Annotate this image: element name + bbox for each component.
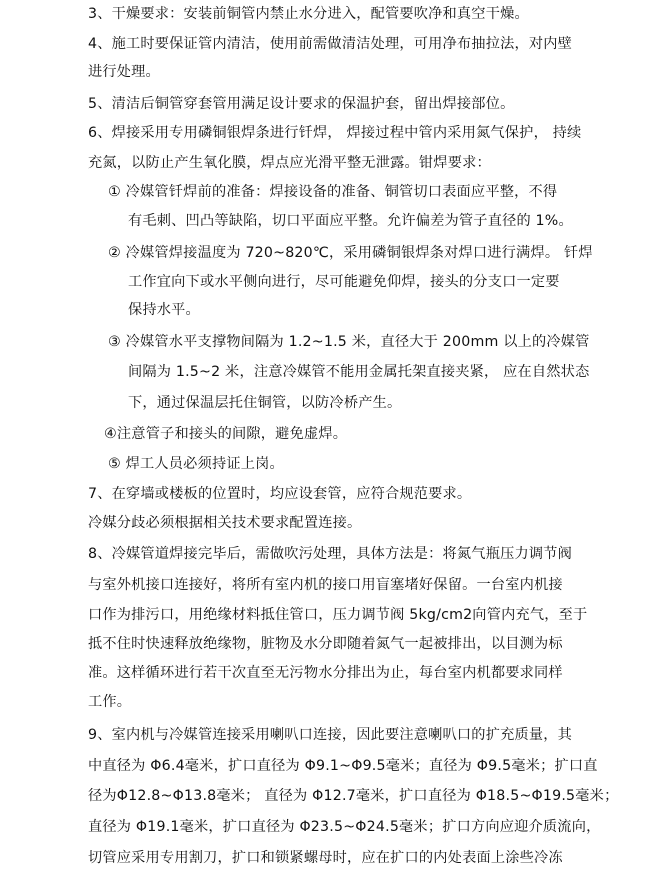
text-line: 有毛刺、凹凸等缺陷，切口平面应平整。允许偏差为管子直径的 1%。 bbox=[128, 213, 573, 229]
text-line: 与室外机接口连接好，将所有室内机的接口用盲塞堵好保留。一台室内机接 bbox=[88, 577, 563, 593]
text-line: 充氮，以防止产生氧化膜，焊点应光滑平整无泄露。钳焊要求： bbox=[88, 155, 491, 171]
text-line: ③ 冷媒管水平支撑物间隔为 1.2~1.5 米，直径大于 200mm 以上的冷媒管 bbox=[108, 334, 590, 350]
text-line: 8、冷媒管道焊接完毕后，需做吹污处理，具体方法是：将氮气瓶压力调节阀 bbox=[88, 546, 573, 562]
text-line: 切管应采用专用割刀，扩口和锁紧螺母时，应在扩口的内处表面上涂些冷冻 bbox=[88, 850, 563, 866]
text-line: 保持水平。 bbox=[128, 302, 200, 318]
text-line: 5、清洁后铜管穿套管用满足设计要求的保温护套，留出焊接部位。 bbox=[88, 96, 515, 112]
text-line: 间隔为 1.5~2 米，注意冷媒管不能用金属托架直接夹紧， 应在自然状态 bbox=[128, 364, 590, 380]
text-line: 7、在穿墙或楼板的位置时，均应设套管，应符合规范要求。 bbox=[88, 486, 472, 502]
text-line: 抵不住时快速释放绝缘物，脏物及水分即随着氮气一起被排出，以目测为标 bbox=[88, 636, 563, 652]
text-line: 工作。 bbox=[88, 694, 132, 710]
text-line: 中直径为 Φ6.4毫米，扩口直径为 Φ9.1~Φ9.5毫米；直径为 Φ9.5毫米；扩口直 bbox=[88, 758, 598, 774]
text-line: 3、干燥要求：安装前铜管内禁止水分进入，配管要吹净和真空干燥。 bbox=[88, 6, 529, 22]
text-line: ② 冷媒管焊接温度为 720~820℃，采用磷铜银焊条对焊口进行满焊。 钎焊 bbox=[108, 245, 593, 261]
text-line: 进行处理。 bbox=[88, 64, 160, 80]
text-line: ① 冷媒管钎焊前的准备：焊接设备的准备、铜管切口表面应平整，不得 bbox=[108, 184, 558, 200]
text-line: 6、焊接采用专用磷铜银焊条进行钎焊， 焊接过程中管内采用氮气保护， 持续 bbox=[88, 125, 582, 141]
text-line: 直径为 Φ19.1毫米，扩口直径为 Φ23.5~Φ24.5毫米；扩口方向应迎介质流向， bbox=[88, 819, 601, 835]
text-line: 口作为排污口，用绝缘材料抵住管口，压力调节阀 5kg/cm2向管内充气，至于 bbox=[88, 607, 588, 623]
text-line: 径为Φ12.8~Φ13.8毫米； 直径为 Φ12.7毫米，扩口直径为 Φ18.5~Φ19.5毫米； bbox=[88, 788, 619, 804]
text-line: 冷媒分歧必须根据相关技术要求配置连接。 bbox=[88, 515, 362, 531]
text-line: ④注意管子和接头的间隙，避免虚焊。 bbox=[104, 426, 348, 442]
text-line: 准。这样循环进行若干次直至无污物水分排出为止，每台室内机都要求同样 bbox=[88, 665, 563, 681]
text-line: 下，通过保温层托住铜管，以防冷桥产生。 bbox=[128, 395, 402, 411]
text-line: 9、室内机与冷媒管连接采用喇叭口连接，因此要注意喇叭口的扩充质量，其 bbox=[88, 727, 573, 743]
text-line: 工作宜向下或水平侧向进行，尽可能避免仰焊，接头的分支口一定要 bbox=[128, 274, 560, 290]
text-line: ⑤ 焊工人员必须持证上岗。 bbox=[108, 456, 284, 472]
text-line: 4、施工时要保证管内清洁，使用前需做清洁处理，可用净布抽拉法，对内壁 bbox=[88, 36, 573, 52]
